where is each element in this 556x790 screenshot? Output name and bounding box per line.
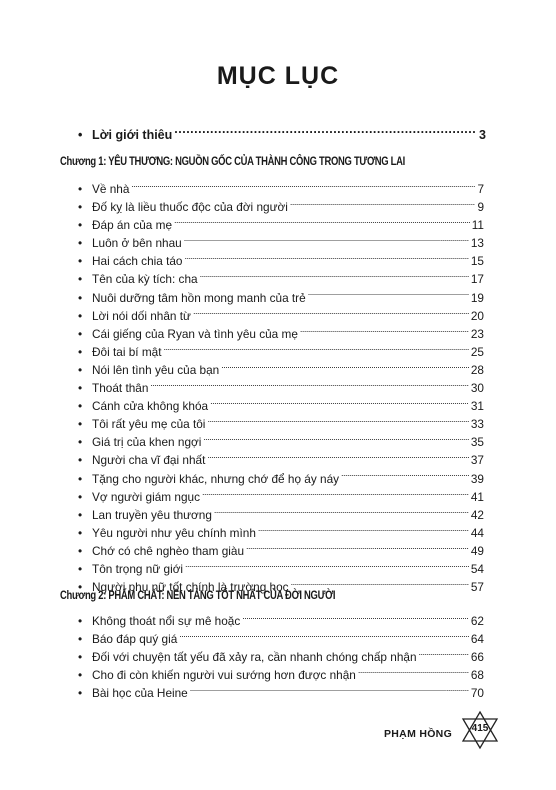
entry-label: Cho đi còn khiến người vui sướng hơn được nhận [92, 668, 356, 683]
page-title: MỤC LỤC [216, 62, 340, 90]
dot-leader [308, 290, 469, 302]
entry-page: 9 [477, 200, 484, 215]
dot-leader [174, 127, 477, 140]
entry-label: Tôn trọng nữ giới [92, 561, 184, 576]
entry-label: Cánh cửa không khóa [92, 399, 209, 414]
toc-entry [78, 307, 484, 325]
toc-entry [78, 379, 484, 397]
bullet: • [78, 686, 83, 701]
chapter-1-heading: Chương 1: YÊU THƯƠNG: NGUỒN GỐC CỦA THÀNH CÔNG TRONG TƯƠNG LAI [60, 156, 405, 168]
toc-entry [78, 270, 484, 288]
entry-label: Về nhà [92, 182, 130, 196]
entry-label: Luôn ở bên nhau [92, 236, 182, 251]
page-number: 415 [471, 723, 489, 734]
dot-leader [207, 453, 469, 465]
entry-label: Người phụ nữ tốt chính là trường học [92, 580, 289, 595]
bullet: • [78, 308, 83, 323]
dot-leader [258, 525, 469, 537]
bullet: • [78, 580, 83, 595]
bullet: • [78, 326, 83, 341]
dot-leader [179, 631, 469, 643]
toc-entry [78, 415, 484, 433]
dot-leader [419, 649, 469, 661]
entry-page: 3 [479, 128, 486, 142]
entry-label: Không thoát nổi sự mê hoặc [92, 614, 241, 628]
entry-page: 57 [470, 580, 484, 595]
entry-page: 42 [470, 507, 484, 522]
bullet: • [78, 435, 83, 450]
entry-label: Chớ có chê nghèo tham giàu [92, 543, 245, 558]
entry-label: Lan truyền yêu thương [92, 507, 212, 522]
entry-page: 35 [470, 435, 484, 450]
dot-leader [185, 254, 469, 266]
dot-leader [150, 380, 468, 392]
bullet: • [78, 128, 83, 142]
dot-leader [207, 416, 468, 428]
bullet: • [78, 399, 83, 414]
toc-entry [78, 198, 484, 216]
entry-page: 15 [470, 254, 484, 269]
entry-label: Thoát thân [92, 381, 149, 396]
toc-entry [78, 433, 484, 451]
entry-label: Đối với chuyện tất yếu đã xảy ra, cần nhanh chóng chấp nhận [92, 650, 417, 665]
bullet: • [78, 489, 83, 504]
entry-page: 11 [471, 218, 484, 233]
bullet: • [78, 200, 83, 215]
entry-label: Người cha vĩ đại nhất [92, 453, 206, 468]
entry-page: 62 [470, 614, 484, 628]
bullet: • [78, 362, 83, 377]
entry-label: Nói lên tình yêu của bạn [92, 362, 220, 377]
bullet: • [78, 272, 83, 287]
entry-page: 64 [470, 632, 484, 647]
entry-label: Lời giới thiêu [92, 128, 173, 142]
entry-page: 19 [470, 290, 484, 305]
entry-label: Cái giếng của Ryan và tình yêu của mẹ [92, 326, 298, 341]
entry-page: 33 [470, 417, 484, 432]
toc-entry [78, 488, 484, 506]
entry-label: Giá trị của khen ngợi [92, 435, 202, 450]
dot-leader [221, 362, 469, 374]
entry-label: Đố kỵ là liều thuốc độc của đời người [92, 200, 288, 215]
entry-page: 41 [470, 489, 484, 504]
bullet: • [78, 471, 83, 486]
entry-label: Báo đáp quý giá [92, 632, 178, 647]
dot-leader [300, 326, 469, 338]
entry-page: 23 [470, 326, 484, 341]
bullet: • [78, 632, 83, 647]
toc-entry [78, 252, 484, 270]
entry-page: 17 [470, 272, 484, 287]
dot-leader [290, 199, 476, 211]
entry-label: Bài học của Heine [92, 686, 188, 701]
entry-page: 25 [470, 344, 484, 359]
entry-page: 28 [470, 362, 484, 377]
toc-entry [78, 451, 484, 469]
entry-page: 44 [470, 525, 484, 540]
bullet: • [78, 290, 83, 305]
bullet: • [78, 507, 83, 522]
entry-page: 37 [470, 453, 484, 468]
entry-page: 66 [470, 650, 484, 665]
footer-author: PHẠM HỒNG [384, 728, 453, 740]
bullet: • [78, 254, 83, 269]
bullet: • [78, 543, 83, 558]
dot-leader [164, 344, 469, 356]
toc-entry [78, 397, 484, 415]
chapter-2-heading: Chương 2: PHẨM CHẤT: NỀN TẢNG TỐT NHẤT CỦA ĐỜI NGƯỜI [60, 590, 336, 602]
toc-entry [78, 325, 484, 343]
toc-entry [78, 216, 484, 234]
entry-page: 68 [470, 668, 484, 683]
toc-entry [78, 234, 484, 252]
bullet: • [78, 561, 83, 576]
entry-page: 39 [470, 471, 484, 486]
bullet: • [78, 525, 83, 540]
bullet: • [78, 381, 83, 396]
dot-leader [242, 613, 469, 625]
dot-leader [210, 398, 469, 410]
chapter-1-entries [78, 180, 484, 596]
dot-leader [190, 686, 469, 698]
toc-entry [78, 560, 484, 578]
bullet: • [78, 236, 83, 251]
dot-leader [214, 507, 469, 519]
toc-entry [78, 542, 484, 560]
bullet: • [78, 650, 83, 665]
entry-page: 7 [477, 182, 484, 196]
toc-entry [78, 506, 484, 524]
entry-label: Tôi rất yêu mẹ của tôi [92, 417, 206, 432]
bullet: • [78, 614, 83, 628]
dot-leader [200, 272, 469, 284]
toc-entry [78, 612, 484, 630]
dot-leader [358, 667, 469, 679]
entry-page: 49 [470, 543, 484, 558]
entry-label: Đáp án của mẹ [92, 218, 173, 233]
bullet: • [78, 417, 83, 432]
entry-label: Vợ người giám ngục [92, 489, 200, 504]
bullet: • [78, 218, 83, 233]
toc-entry [78, 648, 484, 666]
chapter-2-entries [78, 612, 484, 702]
dot-leader [203, 435, 469, 447]
dot-leader [202, 489, 469, 501]
entry-label: Hai cách chia táo [92, 254, 183, 269]
entry-label: Tên của kỳ tích: cha [92, 272, 198, 287]
entry-label: Đôi tai bí mật [92, 344, 162, 359]
toc-entry [78, 470, 484, 488]
entry-page: 30 [470, 381, 484, 396]
dot-leader [341, 471, 469, 483]
toc-entry [78, 180, 484, 198]
bullet: • [78, 668, 83, 683]
toc-entry [78, 361, 484, 379]
dot-leader [184, 235, 469, 247]
bullet: • [78, 453, 83, 468]
dot-leader [246, 543, 469, 555]
dot-leader [131, 181, 475, 193]
entry-page: 54 [470, 561, 484, 576]
entry-label: Yêu người như yêu chính mình [92, 525, 256, 540]
bullet: • [78, 182, 83, 196]
intro-entry [78, 125, 486, 145]
toc-entry [78, 684, 484, 702]
dot-leader [185, 561, 469, 573]
entry-label: Lời nói dối nhân từ [92, 308, 191, 323]
toc-entry [78, 666, 484, 684]
entry-label: Nuôi dưỡng tâm hồn mong manh của trẻ [92, 290, 306, 305]
bullet: • [78, 344, 83, 359]
toc-entry [78, 630, 484, 648]
toc-entry [78, 289, 484, 307]
entry-page: 13 [470, 236, 484, 251]
entry-page: 70 [470, 686, 484, 701]
dot-leader [174, 217, 470, 229]
entry-page: 20 [470, 308, 484, 323]
toc-entry [78, 524, 484, 542]
entry-label: Tặng cho người khác, nhưng chớ để họ áy náy [92, 471, 340, 486]
dot-leader [193, 308, 469, 320]
toc-entry [78, 343, 484, 361]
entry-page: 31 [470, 399, 484, 414]
